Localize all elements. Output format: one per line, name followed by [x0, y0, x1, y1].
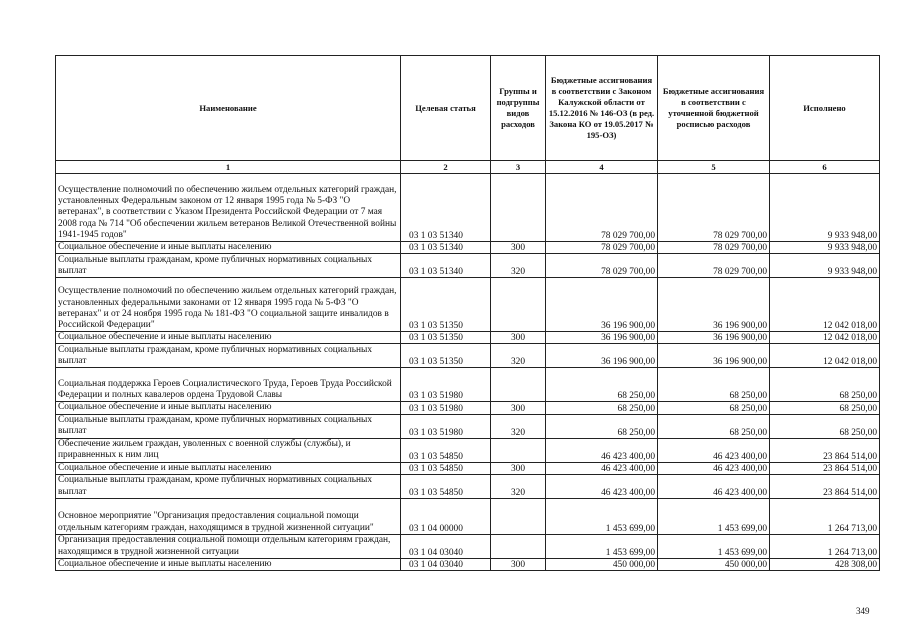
- row-name: Социальные выплаты гражданам, кроме публичных нормативных социальных выплат: [56, 344, 401, 368]
- row-expense-group: 320: [491, 254, 546, 278]
- table-row: [56, 414, 880, 438]
- row-executed-amount: 12 042 018,00: [770, 344, 880, 368]
- row-name: Осуществление полномочий по обеспечению жильем отдельных категорий граждан, установленных федеральными законами от 12 января 1995 года № 5-ФЗ "О ветеранах" и от 24 ноября 1995 года № 181-ФЗ "О социальной защите инвалидов в Российской Федерации": [56, 278, 401, 332]
- row-refined-amount: 46 423 400,00: [658, 462, 770, 474]
- row-law-amount: 450 000,00: [546, 558, 658, 570]
- row-refined-amount: 36 196 900,00: [658, 278, 770, 332]
- row-name: Социальное обеспечение и иные выплаты населению: [56, 402, 401, 414]
- row-law-amount: 36 196 900,00: [546, 344, 658, 368]
- table-body: [56, 174, 880, 571]
- row-expense-group: [491, 438, 546, 462]
- row-executed-amount: 68 250,00: [770, 402, 880, 414]
- table-row: [56, 332, 880, 344]
- row-law-amount: 46 423 400,00: [546, 462, 658, 474]
- row-target-article: 03 1 03 54850: [401, 462, 491, 474]
- row-target-article: 03 1 04 03040: [401, 534, 491, 558]
- column-number: 6: [770, 161, 880, 174]
- row-law-amount: 46 423 400,00: [546, 438, 658, 462]
- row-executed-amount: 68 250,00: [770, 414, 880, 438]
- row-expense-group: [491, 498, 546, 534]
- column-number: 1: [56, 161, 401, 174]
- table-row: [56, 474, 880, 498]
- row-expense-group: [491, 278, 546, 332]
- row-name: Осуществление полномочий по обеспечению жильем отдельных категорий граждан, установленных Федеральным законом от 12 января 1995 года № 5-ФЗ "О ветеранах", в соответствии с Указом Президента Российской Федерации от 7 мая 2008 года № 714 "Об обеспечении жильем ветеранов Великой Отечественной войны 1941-1945 годов": [56, 174, 401, 242]
- row-target-article: 03 1 03 51350: [401, 278, 491, 332]
- row-law-amount: 78 029 700,00: [546, 242, 658, 254]
- table-row: [56, 534, 880, 558]
- row-refined-amount: 450 000,00: [658, 558, 770, 570]
- row-expense-group: 300: [491, 558, 546, 570]
- row-executed-amount: 23 864 514,00: [770, 438, 880, 462]
- column-header-executed: Исполнено: [770, 56, 880, 161]
- column-header-name: Наименование: [56, 56, 401, 161]
- table-row: [56, 344, 880, 368]
- row-expense-group: 300: [491, 332, 546, 344]
- row-executed-amount: 23 864 514,00: [770, 474, 880, 498]
- row-refined-amount: 46 423 400,00: [658, 474, 770, 498]
- column-number: 4: [546, 161, 658, 174]
- row-name: Социальная поддержка Героев Социалистического Труда, Героев Труда Российской Федерации и полных кавалеров ордена Трудовой Славы: [56, 368, 401, 402]
- row-name: Социальное обеспечение и иные выплаты населению: [56, 462, 401, 474]
- budget-execution-table: [55, 55, 880, 571]
- row-refined-amount: 36 196 900,00: [658, 332, 770, 344]
- table-row: [56, 254, 880, 278]
- row-law-amount: 68 250,00: [546, 368, 658, 402]
- row-executed-amount: 23 864 514,00: [770, 462, 880, 474]
- row-law-amount: 78 029 700,00: [546, 254, 658, 278]
- row-target-article: 03 1 03 51980: [401, 414, 491, 438]
- row-executed-amount: 1 264 713,00: [770, 498, 880, 534]
- row-executed-amount: 9 933 948,00: [770, 242, 880, 254]
- column-header-target-article: Целевая статья: [401, 56, 491, 161]
- table-row: [56, 462, 880, 474]
- row-expense-group: [491, 174, 546, 242]
- row-target-article: 03 1 03 51350: [401, 332, 491, 344]
- row-executed-amount: 9 933 948,00: [770, 254, 880, 278]
- row-law-amount: 36 196 900,00: [546, 332, 658, 344]
- row-refined-amount: 78 029 700,00: [658, 242, 770, 254]
- row-target-article: 03 1 03 51980: [401, 368, 491, 402]
- row-law-amount: 36 196 900,00: [546, 278, 658, 332]
- column-number: 3: [491, 161, 546, 174]
- row-refined-amount: 68 250,00: [658, 368, 770, 402]
- row-name: Социальные выплаты гражданам, кроме публичных нормативных социальных выплат: [56, 414, 401, 438]
- row-executed-amount: 68 250,00: [770, 368, 880, 402]
- row-target-article: 03 1 04 03040: [401, 558, 491, 570]
- row-name: Социальное обеспечение и иные выплаты населению: [56, 242, 401, 254]
- row-refined-amount: 68 250,00: [658, 414, 770, 438]
- row-target-article: 03 1 03 54850: [401, 438, 491, 462]
- table-row: [56, 242, 880, 254]
- row-target-article: 03 1 03 51340: [401, 254, 491, 278]
- table-row: [56, 278, 880, 332]
- row-law-amount: 68 250,00: [546, 402, 658, 414]
- row-name: Социальные выплаты гражданам, кроме публичных нормативных социальных выплат: [56, 474, 401, 498]
- table-row: [56, 558, 880, 570]
- budget-table-sheet: [55, 55, 879, 571]
- row-law-amount: 1 453 699,00: [546, 498, 658, 534]
- row-expense-group: [491, 368, 546, 402]
- table-row: [56, 368, 880, 402]
- row-executed-amount: 1 264 713,00: [770, 534, 880, 558]
- row-executed-amount: 9 933 948,00: [770, 174, 880, 242]
- row-law-amount: 1 453 699,00: [546, 534, 658, 558]
- row-target-article: 03 1 03 51350: [401, 344, 491, 368]
- row-expense-group: 320: [491, 344, 546, 368]
- table-row: [56, 174, 880, 242]
- column-number-row: [56, 161, 880, 174]
- column-number: 2: [401, 161, 491, 174]
- column-header-refined-allocations: Бюджетные ассигнования в соответствии с уточненной бюджетной росписью расходов: [658, 56, 770, 161]
- header-row: [56, 56, 880, 161]
- row-name: Социальное обеспечение и иные выплаты населению: [56, 558, 401, 570]
- row-expense-group: 300: [491, 462, 546, 474]
- table-row: [56, 402, 880, 414]
- row-name: Основное мероприятие "Организация предоставления социальной помощи отдельным категориям граждан, находящимся в трудной жизненной ситуации": [56, 498, 401, 534]
- row-law-amount: 68 250,00: [546, 414, 658, 438]
- row-law-amount: 46 423 400,00: [546, 474, 658, 498]
- row-executed-amount: 428 308,00: [770, 558, 880, 570]
- row-refined-amount: 78 029 700,00: [658, 174, 770, 242]
- row-target-article: 03 1 04 00000: [401, 498, 491, 534]
- row-expense-group: 320: [491, 474, 546, 498]
- row-name: Организация предоставления социальной помощи отдельным категориям граждан, находящимся в трудной жизненной ситуации: [56, 534, 401, 558]
- row-expense-group: [491, 534, 546, 558]
- row-target-article: 03 1 03 51340: [401, 242, 491, 254]
- row-refined-amount: 36 196 900,00: [658, 344, 770, 368]
- column-header-law-allocations: Бюджетные ассигнования в соответствии с Законом Калужской области от 15.12.2016 № 146-ОЗ (в ред. Закона КО от 19.05.2017 № 195-ОЗ): [546, 56, 658, 161]
- row-executed-amount: 12 042 018,00: [770, 332, 880, 344]
- table-row: [56, 438, 880, 462]
- row-expense-group: 320: [491, 414, 546, 438]
- row-refined-amount: 1 453 699,00: [658, 534, 770, 558]
- row-name: Социальное обеспечение и иные выплаты населению: [56, 332, 401, 344]
- page-number: 349: [856, 606, 870, 616]
- row-refined-amount: 1 453 699,00: [658, 498, 770, 534]
- row-expense-group: 300: [491, 402, 546, 414]
- row-refined-amount: 78 029 700,00: [658, 254, 770, 278]
- table-row: [56, 498, 880, 534]
- row-refined-amount: 46 423 400,00: [658, 438, 770, 462]
- row-executed-amount: 12 042 018,00: [770, 278, 880, 332]
- row-target-article: 03 1 03 54850: [401, 474, 491, 498]
- row-expense-group: 300: [491, 242, 546, 254]
- row-name: Социальные выплаты гражданам, кроме публичных нормативных социальных выплат: [56, 254, 401, 278]
- row-target-article: 03 1 03 51340: [401, 174, 491, 242]
- row-target-article: 03 1 03 51980: [401, 402, 491, 414]
- row-law-amount: 78 029 700,00: [546, 174, 658, 242]
- column-header-expense-groups: Группы и подгруппы видов расходов: [491, 56, 546, 161]
- row-name: Обеспечение жильем граждан, уволенных с военной службы (службы), и приравненных к ним лиц: [56, 438, 401, 462]
- row-refined-amount: 68 250,00: [658, 402, 770, 414]
- column-number: 5: [658, 161, 770, 174]
